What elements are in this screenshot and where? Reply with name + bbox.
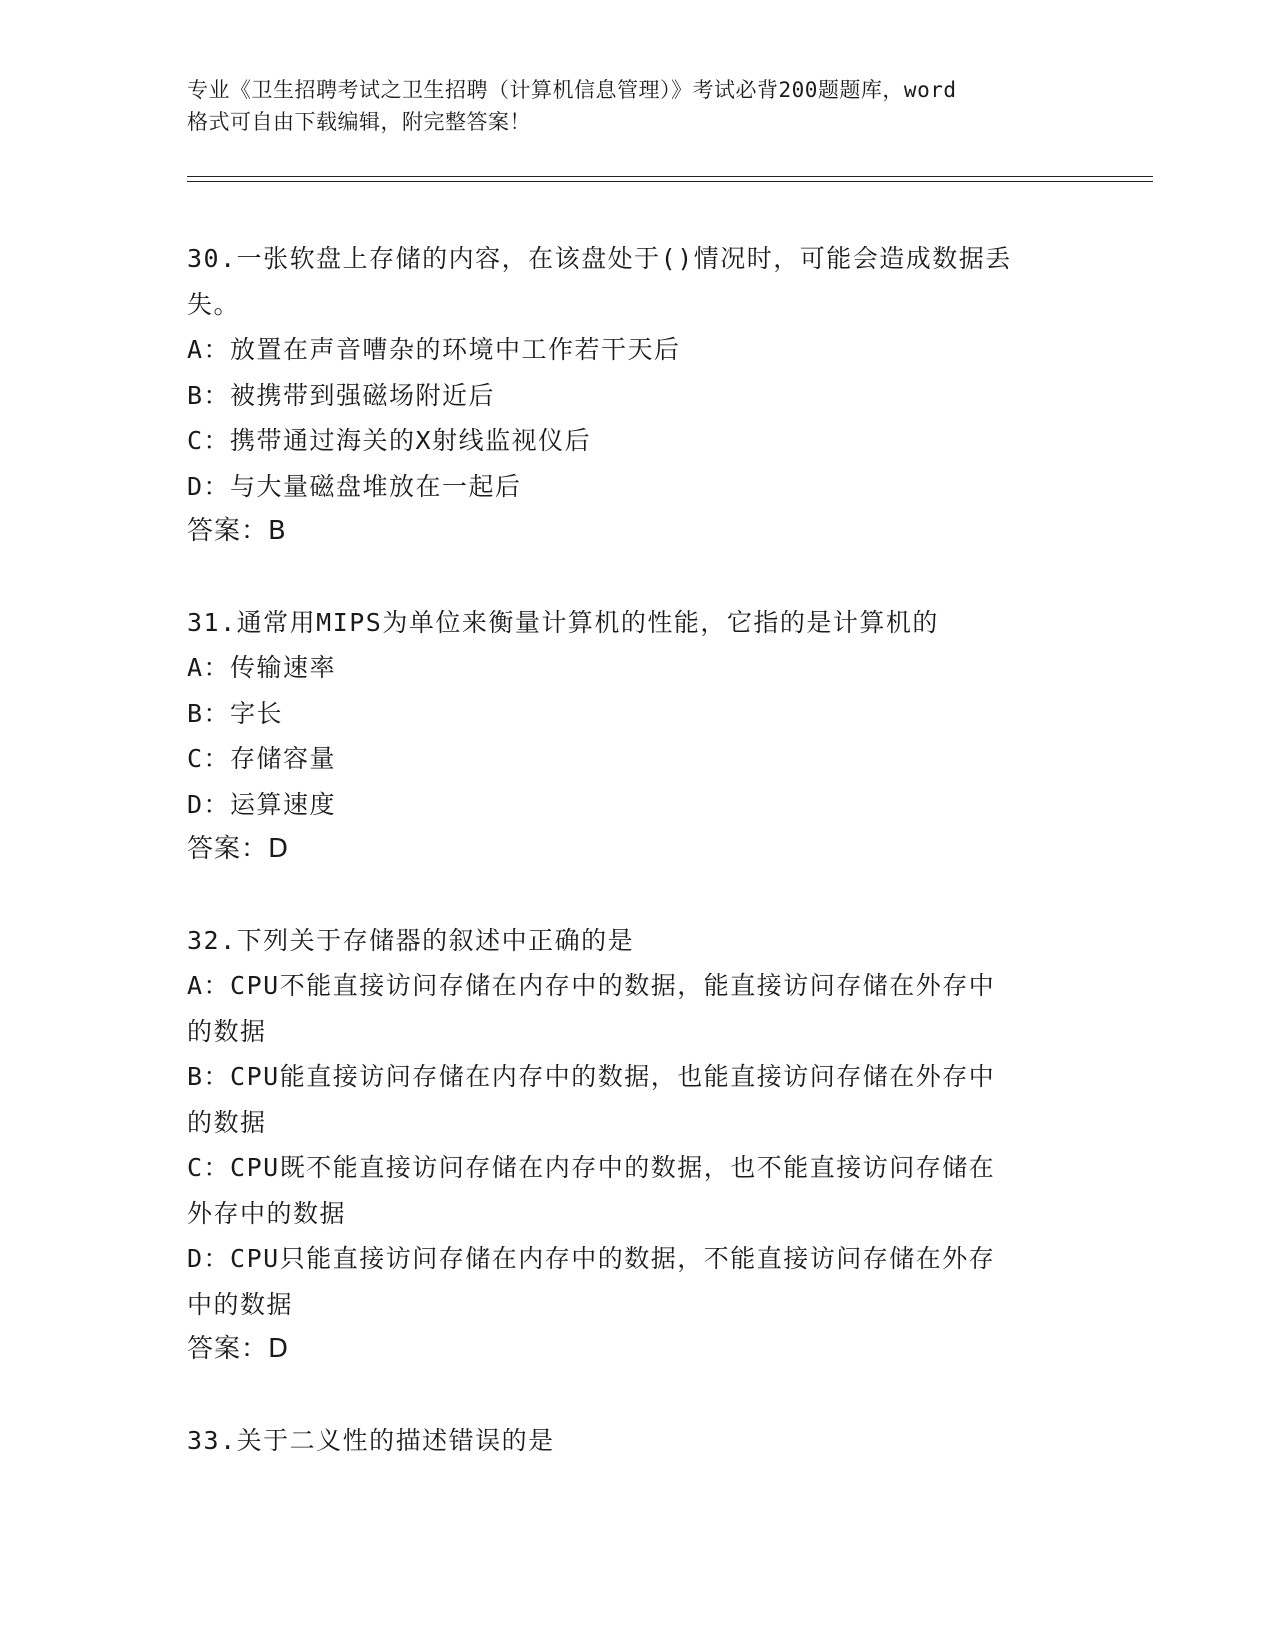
question-stem-line: 33.关于二义性的描述错误的是 — [187, 1425, 555, 1455]
document-header — [187, 74, 1087, 138]
question-list — [187, 236, 1077, 1463]
question-block — [187, 1418, 1077, 1464]
option-line: C：携带通过海关的X射线监视仪后 — [187, 426, 592, 455]
option-line: A：放置在声音嘈杂的环境中工作若干天后 — [187, 335, 681, 364]
option-line: 的数据 — [187, 1107, 267, 1137]
option-line: D：运算速度 — [187, 789, 337, 819]
answer-line: 答案：B — [187, 516, 287, 546]
question-spacer — [187, 873, 1077, 918]
question-spacer — [187, 1373, 1077, 1418]
option-line: A：传输速率 — [187, 653, 337, 682]
question-stem-line: 失。 — [187, 289, 241, 319]
answer-line: 答案：D — [187, 834, 290, 864]
header-line-2: 格式可自由下载编辑，附完整答案！ — [187, 110, 531, 134]
option-line: A：CPU不能直接访问存储在内存中的数据，能直接访问存储在外存中 — [187, 971, 996, 1000]
option-line: 外存中的数据 — [187, 1198, 347, 1228]
question-stem-line: 32.下列关于存储器的叙述中正确的是 — [187, 925, 635, 955]
question-spacer — [187, 555, 1077, 600]
question-block — [187, 236, 1077, 600]
option-line: B：CPU能直接访问存储在内存中的数据，也能直接访问存储在外存中 — [187, 1062, 996, 1091]
question-block — [187, 600, 1077, 918]
header-divider-bottom — [187, 181, 1153, 182]
option-line: B：被携带到强磁场附近后 — [187, 380, 496, 410]
header-divider-top — [187, 176, 1153, 177]
question-stem-line: 31.通常用MIPS为单位来衡量计算机的性能，它指的是计算机的 — [187, 607, 939, 637]
option-line: D：与大量磁盘堆放在一起后 — [187, 471, 522, 501]
option-line: C：CPU既不能直接访问存储在内存中的数据，也不能直接访问存储在 — [187, 1153, 996, 1182]
answer-line: 答案：D — [187, 1334, 290, 1364]
option-line: 中的数据 — [187, 1289, 294, 1319]
option-line: D：CPU只能直接访问存储在内存中的数据，不能直接访问存储在外存 — [187, 1244, 996, 1273]
option-line: C：存储容量 — [187, 744, 337, 773]
question-block — [187, 918, 1077, 1418]
question-stem-line: 30.一张软盘上存储的内容，在该盘处于()情况时，可能会造成数据丢 — [187, 244, 1012, 273]
option-line: 的数据 — [187, 1016, 267, 1046]
header-line-1: 专业《卫生招聘考试之卫生招聘（计算机信息管理）》考试必背200题题库，word — [187, 78, 957, 102]
option-line: B：字长 — [187, 698, 284, 728]
